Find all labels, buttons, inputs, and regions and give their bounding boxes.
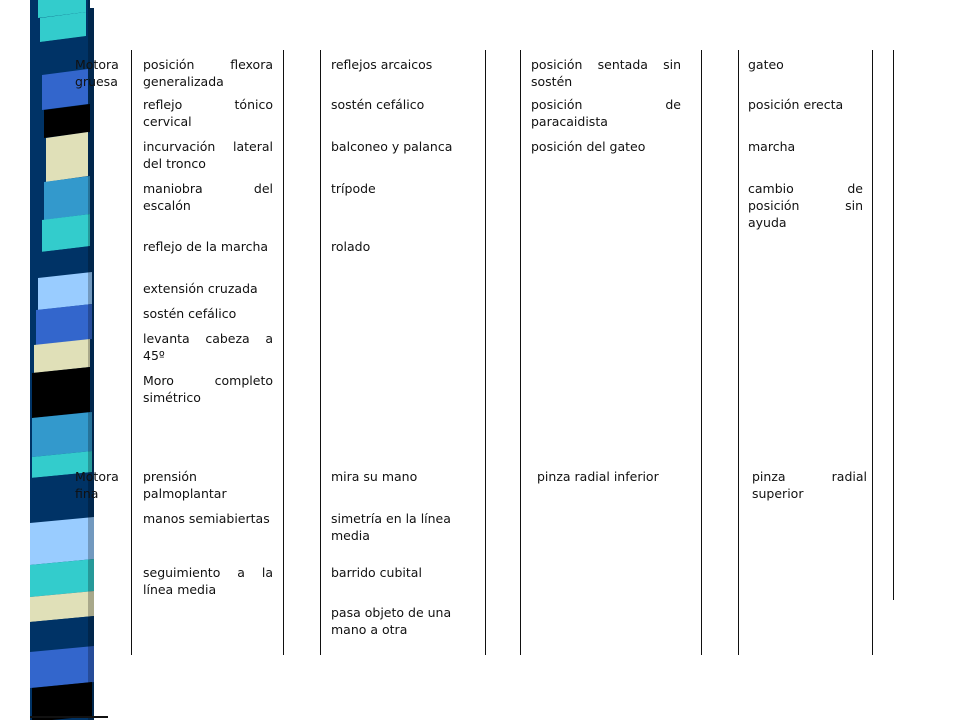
table-column-rule [701,50,702,655]
stripe-band [38,272,92,310]
column-a-cell: levanta cabeza a 45º [143,331,273,363]
column-b-cell: trípode [331,181,376,196]
section-label: Motora gruesa [75,57,119,89]
stripe-shadow-edge [88,0,94,720]
column-b-cell: mira su mano [331,469,418,484]
column-b-cell: rolado [331,239,371,254]
column-a-cell: incurvación lateral del tronco [143,139,273,171]
table-column-rule [131,50,132,655]
column-a-cell: sostén cefálico [143,306,237,321]
column-a-cell: prensión palmoplantar [143,469,227,501]
stripe-band [30,517,94,565]
stripe-band [46,132,88,182]
column-c-cell: posición de paracaidista [531,97,681,129]
column-a-cell: reflejo de la marcha [143,239,269,254]
column-a-cell: manos semiabiertas [143,511,270,526]
column-c-cell: posición sentada sin sostén [531,57,681,89]
column-d-cell: gateo [748,57,784,72]
section-label: Motora fina [75,469,119,501]
stripe-baseline [30,716,108,718]
table-column-rule [485,50,486,655]
column-b-cell: barrido cubital [331,565,422,580]
column-d-cell: marcha [748,139,796,154]
table-column-rule [872,50,873,655]
table-column-rule [738,50,739,655]
column-c-cell: pinza radial inferior [537,469,659,484]
column-a-cell: reflejo tónico cervical [143,97,273,129]
stripe-band [42,214,90,252]
column-d-cell: pinza radial superior [752,469,867,501]
table-column-rule [520,50,521,655]
column-b-cell: pasa objeto de una mano a otra [331,605,452,637]
column-d-cell: posición erecta [748,97,844,112]
stripe-band [30,559,94,597]
column-b-cell: balconeo y palanca [331,139,453,154]
stripe-band [30,616,94,652]
column-a-cell: seguimiento a la línea media [143,565,273,597]
column-c-cell: posición del gateo [531,139,646,154]
column-b-cell: simetría en la línea media [331,511,451,543]
stripe-bar-graphic [0,0,115,720]
stripe-top-cap [90,0,115,8]
table-column-rule [283,50,284,655]
stripe-band [32,367,90,418]
table-column-rule [320,50,321,655]
column-d-cell: cambio de posición sin ayuda [748,181,863,230]
column-a-cell: Moro completo simétrico [143,373,273,405]
column-a-cell: posición flexora generalizada [143,57,273,89]
column-b-cell: sostén cefálico [331,97,425,112]
stripe-band [44,176,90,220]
column-b-cell: reflejos arcaicos [331,57,433,72]
decorative-stripe-bar [0,0,115,720]
column-a-cell: extensión cruzada [143,281,258,296]
table-column-rule [893,50,894,600]
stripe-band [36,304,92,345]
stripe-band [32,412,92,457]
column-a-cell: maniobra del escalón [143,181,273,213]
stripe-band [32,682,92,720]
stripe-band [30,646,94,688]
